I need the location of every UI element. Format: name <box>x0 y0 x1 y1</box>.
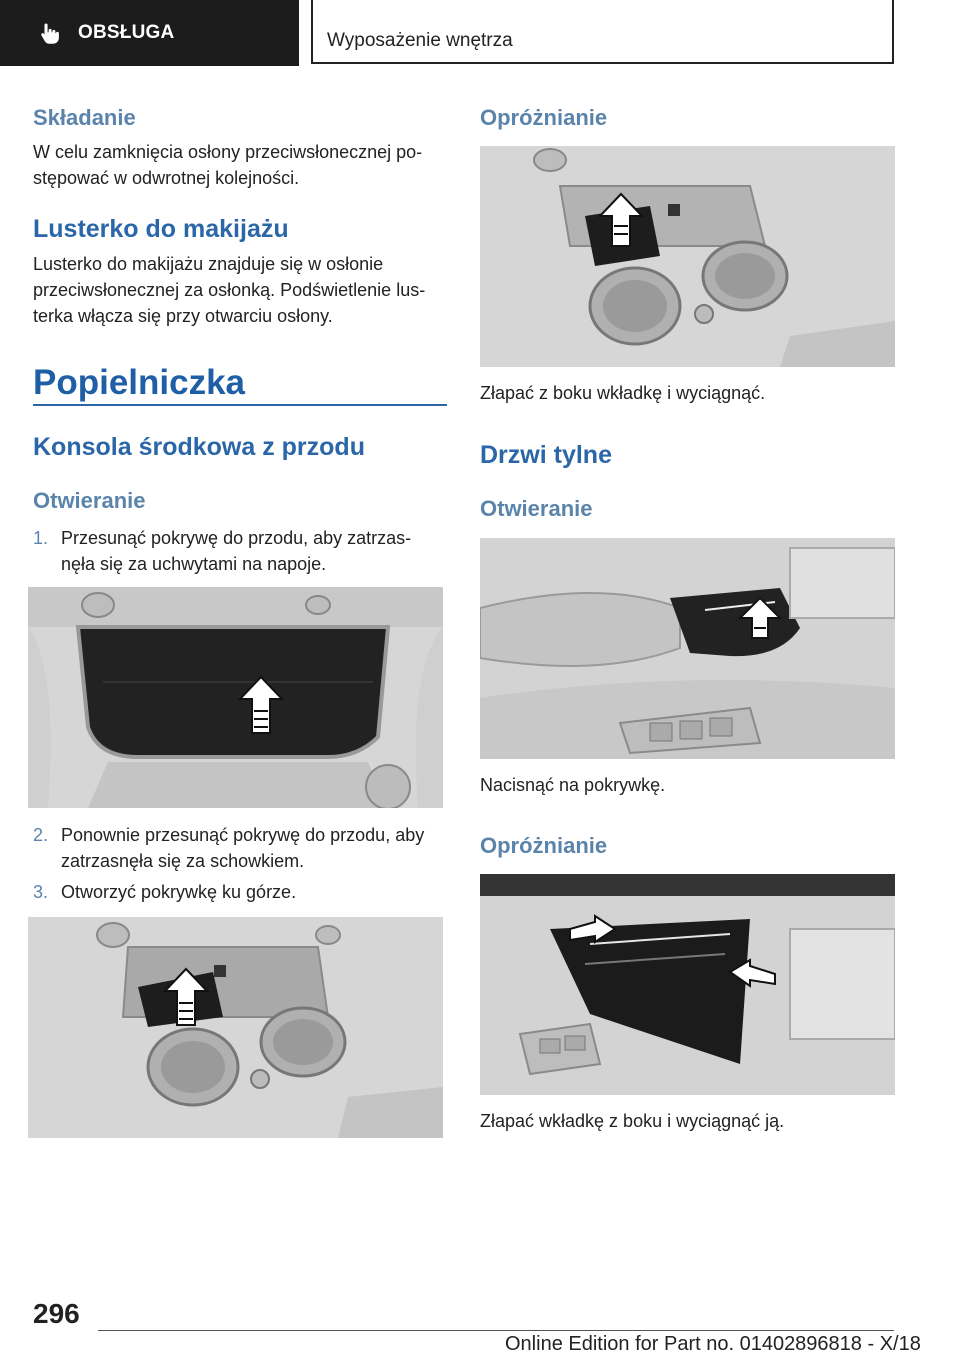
step-text: Otworzyć pokrywkę ku górze. <box>61 882 297 902</box>
heading-oproznianie-drzwi: Opróżnianie <box>480 833 608 858</box>
paragraph-line: stępować w odwrotnej kolejności. <box>33 168 300 188</box>
step-text: Ponownie przesunąć pokrywę do przodu, aby <box>61 825 425 845</box>
section-label: OBSŁUGA <box>78 22 175 43</box>
hand-pointer-icon <box>40 22 60 44</box>
heading-otwieranie: Otwieranie <box>33 488 146 513</box>
chapter-header <box>311 0 894 64</box>
heading-popielniczka: Popielniczka <box>33 363 246 402</box>
chapter-title: Wyposażenie wnętrza <box>327 30 513 51</box>
ashtray-lid-open-illustration <box>28 917 443 1138</box>
paragraph-line: W celu zamknięcia osłony przeciwsłonecznej po- <box>33 142 423 162</box>
figure-caption: Złapać wkładkę z boku i wyciągnąć ją. <box>480 1111 785 1131</box>
page-number: 296 <box>33 1298 80 1329</box>
paragraph-line: Lusterko do makijażu znajduje się w osłonie <box>33 254 384 274</box>
figure-caption: Złapać z boku wkładkę i wyciągnąć. <box>480 383 766 403</box>
heading-drzwi-tylne: Drzwi tylne <box>480 441 612 469</box>
step-text: zatrzasnęła się za schowkiem. <box>61 851 305 871</box>
list-item <box>33 879 448 905</box>
figure-caption: Nacisnąć na pokrywkę. <box>480 775 666 795</box>
edition-footer: Online Edition for Part no. 01402896818 - X/18 <box>505 1333 921 1355</box>
heading-konsola: Konsola środkowa z przodu <box>33 433 365 461</box>
ashtray-insert-removal-illustration <box>480 146 895 367</box>
list-item <box>33 525 448 577</box>
heading-skladanie: Składanie <box>33 105 136 130</box>
step-number: 3. <box>33 882 49 902</box>
console-cover-illustration <box>28 587 443 808</box>
list-item <box>33 822 448 874</box>
door-ashtray-open-illustration <box>480 538 895 759</box>
step-text: nęła się za uchwytami na napoje. <box>61 554 327 574</box>
heading-rule <box>33 404 447 406</box>
section-tab[interactable] <box>0 0 299 66</box>
heading-lusterko: Lusterko do makijażu <box>33 215 289 243</box>
step-number: 1. <box>33 528 49 548</box>
paragraph-line: przeciwsłonecznej za osłonką. Podświetlenie lus- <box>33 280 426 300</box>
step-text: Przesunąć pokrywę do przodu, aby zatrzas- <box>61 528 412 548</box>
heading-oproznianie: Opróżnianie <box>480 105 608 130</box>
heading-otwieranie-drzwi: Otwieranie <box>480 496 593 521</box>
footer-rule <box>98 1330 894 1331</box>
paragraph-line: terka włącza się przy otwarciu osłony. <box>33 306 333 326</box>
door-ashtray-removal-illustration <box>480 874 895 1095</box>
step-number: 2. <box>33 825 49 845</box>
